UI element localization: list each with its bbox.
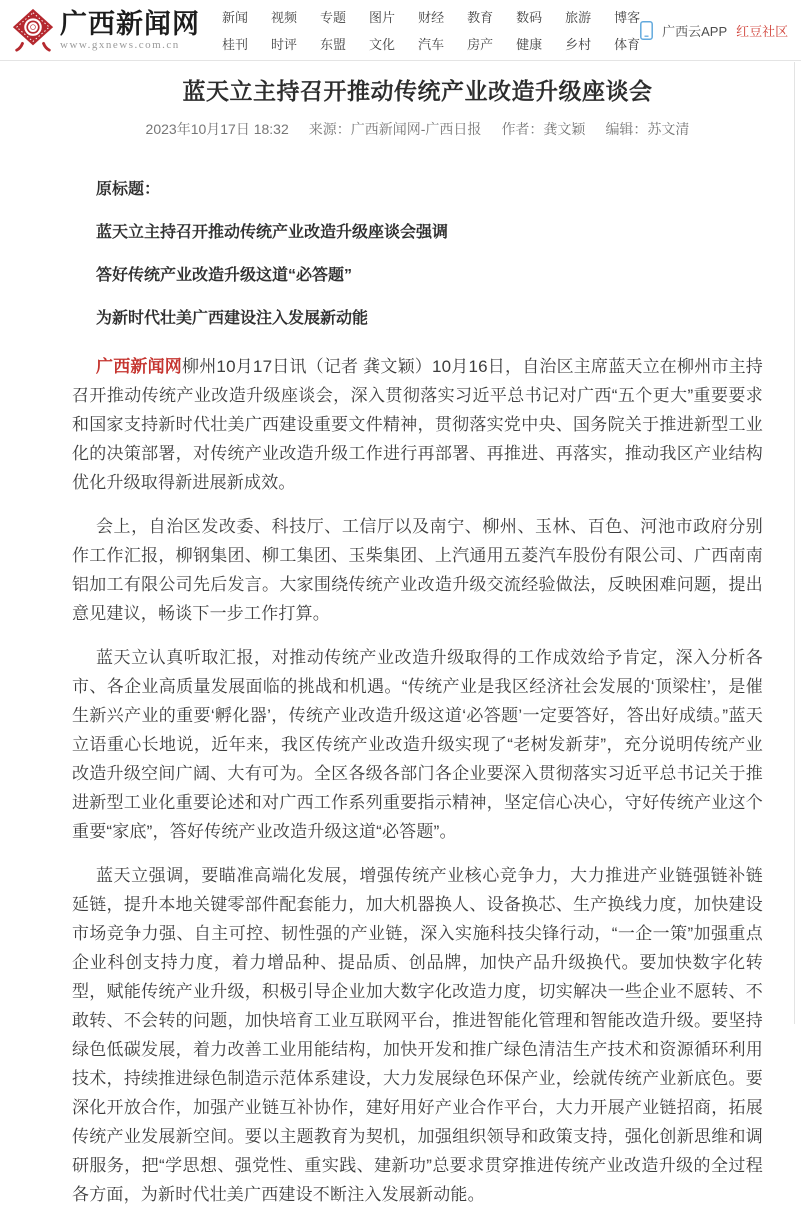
nav-item[interactable]: 健康 (516, 37, 543, 52)
nav-item[interactable]: 体育 (614, 37, 641, 52)
nav-item[interactable]: 数码 (516, 10, 543, 25)
inline-source-tag[interactable]: 广西新闻网 (96, 357, 183, 376)
lead-block (72, 177, 763, 332)
page-right-divider (794, 62, 795, 1024)
site-logo[interactable] (10, 7, 200, 53)
nav-item[interactable]: 乡村 (565, 37, 592, 52)
publish-datetime: 2023年10月17日 18:32 (145, 121, 289, 137)
nav-item[interactable]: 时评 (271, 37, 298, 52)
article-body (72, 352, 763, 1209)
article-source: 来源：广西新闻网-广西日报 (308, 121, 482, 137)
logo-text (60, 10, 200, 51)
hongdou-community-link[interactable]: 红豆社区 (736, 23, 789, 39)
nav-item[interactable]: 财经 (418, 10, 445, 25)
nav-item[interactable]: 教育 (467, 10, 494, 25)
article-author: 作者：龚文颖 (501, 121, 586, 137)
paragraph-2: 会上，自治区发改委、科技厅、工信厅以及南宁、柳州、玉林、百色、河池市政府分别作工作汇报，柳钢集团、柳工集团、玉柴集团、上汽通用五菱汽车股份有限公司、广西南南铝加工有限公司先后发言。大家围绕传统产业改造升级交流经验做法，反映困难问题，提出意见建议，畅谈下一步工作打算。 (72, 517, 763, 623)
paragraph-4: 蓝天立强调，要瞄准高端化发展，增强传统产业核心竞争力，大力推进产业链强链补链延链，提升本地关键零部件配套能力，加大机器换人、设备换芯、生产换线力度，加快建设市场竞争力强、自主可控、韧性强的产业链，深入实施科技尖锋行动，“一企一策”加强重点企业科创支持力度，着力增品种、提品质、创品牌，加快产品升级换代。要加快数字化转型，赋能传统产业升级，积极引导企业加大数字化改造力度，切实解决一些企业不愿转、不敢转、不会转的问题，加快培育工业互联网平台，推进智能化管理和智能改造升级。要坚持绿色低碳发展，着力改善工业用能结构，加快开发和推广绿色清洁生产技术和资源循环利用技术，持续推进绿色制造示范体系建设，大力发展绿色环保产业，绘就传统产业新底色。要深化开放合作，加强产业链互补协作，建好用好产业合作平台，大力开展产业链招商，拓展传统产业发展新空间。要以主题教育为契机，加强组织领导和政策支持，强化创新思维和调研服务，把“学思想、强党性、重实践、建新功”总要求贯穿推进传统产业改造升级的全过程各方面，为新时代壮美广西建设不断注入发展新动能。 (72, 866, 763, 1204)
nav-item[interactable]: 视频 (271, 10, 298, 25)
mobile-phone-icon (640, 21, 653, 40)
nav-item[interactable]: 桂刊 (222, 37, 249, 52)
nav-item[interactable]: 图片 (369, 10, 396, 25)
article-subtitle-1: 蓝天立主持召开推动传统产业改造升级座谈会强调 (96, 224, 449, 241)
paragraph-1-text: 柳州10月17日讯（记者 龚文颖）10月16日，自治区主席蓝天立在柳州市主持召开推动传统产业改造升级座谈会，深入贯彻落实习近平总书记对广西“五个更大”重要要求和国家支持新时代壮美广西建设重要文件精神，贯彻落实党中央、国务院关于推进新型工业化的决策部署，对传统产业改造升级工作进行再部署、再推进、再落实，推动我区产业结构优化升级取得新进展新成效。 (72, 357, 764, 492)
article-editor: 编辑：苏文清 (605, 121, 690, 137)
nav-item[interactable]: 博客 (614, 10, 641, 25)
article-title: 蓝天立主持召开推动传统产业改造升级座谈会 (182, 78, 653, 104)
nav-item[interactable]: 东盟 (320, 37, 347, 52)
article (0, 61, 801, 1209)
nav-item[interactable]: 专题 (320, 10, 347, 25)
site-url: www.gxnews.com.cn (60, 38, 180, 51)
paragraph-1 (72, 352, 763, 497)
article-meta (72, 119, 763, 139)
nav-item[interactable]: 旅游 (565, 10, 592, 25)
nav-item[interactable]: 文化 (369, 37, 396, 52)
site-name: 广西新闻网 (60, 8, 200, 39)
original-title-label: 原标题： (96, 181, 161, 198)
gxcloud-app-link[interactable]: 广西云APP (662, 23, 728, 39)
article-subtitle-2: 答好传统产业改造升级这道“必答题” (96, 267, 353, 284)
paragraph-3: 蓝天立认真听取汇报，对推动传统产业改造升级取得的工作成效给予肯定，深入分析各市、各企业高质量发展面临的挑战和机遇。“传统产业是我区经济社会发展的‘顶梁柱’，是催生新兴产业的重要‘孵化器’，传统产业改造升级这道‘必答题’一定要答好，答出好成绩。”蓝天立语重心长地说，近年来，我区传统产业改造升级实现了“老树发新芽”，充分说明传统产业改造升级空间广阔、大有可为。全区各级各部门各企业要深入贯彻落实习近平总书记关于推进新型工业化重要论述和对广西工作系列重要指示精神，坚定信心决心，守好传统产业这个重要“家底”，答好传统产业改造升级这道“必答题”。 (72, 648, 763, 841)
article-subtitle-3: 为新时代壮美广西建设注入发展新动能 (96, 310, 369, 327)
main-nav (222, 7, 640, 53)
site-header (0, 0, 801, 61)
gxnews-logo-icon (10, 7, 56, 53)
nav-item[interactable]: 房产 (467, 37, 494, 52)
header-links (640, 21, 788, 40)
nav-item[interactable]: 汽车 (418, 37, 445, 52)
nav-item[interactable]: 新闻 (222, 10, 249, 25)
